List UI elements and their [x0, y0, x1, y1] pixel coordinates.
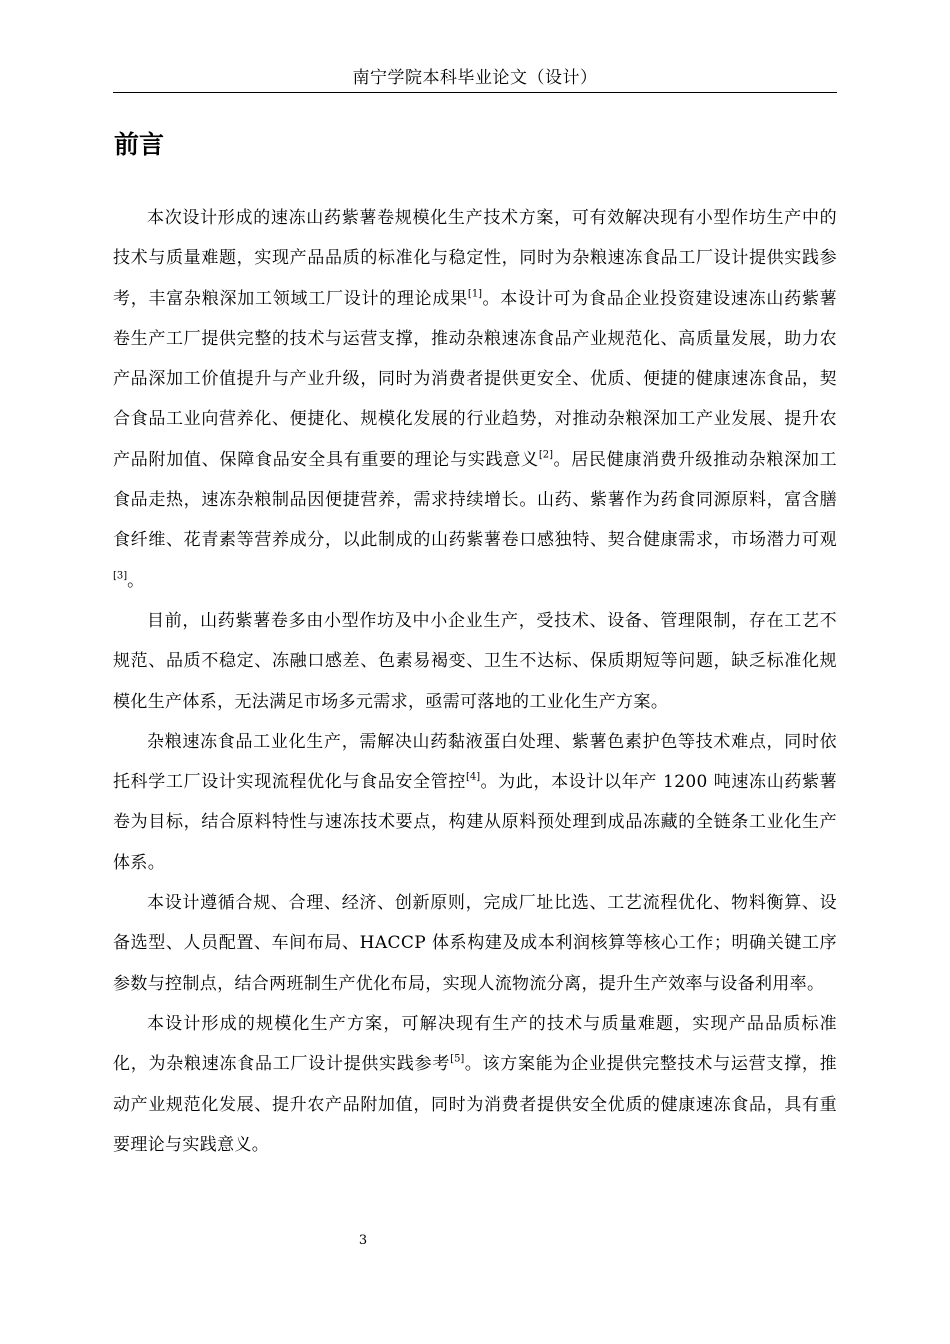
paragraph-text: 。本设计可为食品企业投资建设速冻山药紫薯卷生产工厂提供完整的技术与运营支撑，推动杂粮速冻食品产业规范化、高质量发展，助力农产品深加工价值提升与产业升级，同时为消费者提供更安全、优质、便捷的健康速冻食品，契合食品工业向营养化、便捷化、规模化发展的行业趋势，对推动杂粮深加工产业发展、提升农产品附加值、保障食品安全具有重要的理论与实践意义 [113, 288, 838, 470]
paragraph-text: 。居民健康消费升级推动杂粮深加工食品走热，速冻杂粮制品因便捷营养，需求持续增长。山药、紫薯作为药食同源原料，富含膳食纤维、花青素等营养成分，以此制成的山药紫薯卷口感独特、契合健康需求，市场潜力可观 [113, 449, 837, 551]
body-text [113, 198, 837, 1165]
citation-marker: [1] [467, 288, 483, 300]
header-rule [113, 92, 837, 93]
paragraph-text: 本设计遵循合规、合理、经济、创新原则，完成厂址比选、工艺流程优化、物料衡算、设备选型、人员配置、车间布局、HACCP 体系构建及成本利润核算等核心工作；明确关键工序参数与控制点，结合两班制生产优化布局，实现人流物流分离，提升生产效率与设备利用率。 [113, 893, 837, 994]
body-paragraph [113, 883, 837, 1004]
paragraph-text: 本设计形成的规模化生产方案，可解决现有生产的技术与质量难题，实现产品品质标准化，为杂粮速冻食品工厂设计提供实践参考 [113, 1013, 837, 1075]
paragraph-text: 目前，山药紫薯卷多由小型作坊及中小企业生产，受技术、设备、管理限制，存在工艺不规范、品质不稳定、冻融口感差、色素易褐变、卫生不达标、保质期短等问题，缺乏标准化规模化生产体系，无法满足市场多元需求，亟需可落地的工业化生产方案。 [113, 610, 837, 712]
page-number: 3 [358, 1233, 368, 1248]
body-paragraph [113, 601, 837, 722]
paragraph-text: 。 [127, 570, 145, 591]
citation-marker: [2] [538, 449, 554, 461]
paragraph-text: 杂粮速冻食品工业化生产，需解决山药黏液蛋白处理、紫薯色素护色等技术难点，同时依托科学工厂设计实现流程优化与食品安全管控 [113, 731, 837, 793]
citation-marker: [5] [450, 1053, 465, 1065]
running-header: 南宁学院本科毕业论文（设计） [352, 68, 598, 88]
paragraph-text: 。该方案能为企业提供完整技术与运营支撑，推动产业规范化发展、提升农产品附加值，同时为消费者提供安全优质的健康速冻食品，具有重要理论与实践意义。 [113, 1054, 837, 1155]
citation-marker: [3] [113, 570, 128, 582]
paragraph-text: 本次设计形成的速冻山药紫薯卷规模化生产技术方案，可有效解决现有小型作坊生产中的技术与质量难题，实现产品品质的标准化与稳定性，同时为杂粮速冻食品工厂设计提供实践参考，丰富杂粮深加工领域工厂设计的理论成果 [113, 208, 837, 309]
body-paragraph [113, 198, 837, 601]
section-heading: 前言 [114, 130, 165, 159]
citation-marker: [4] [466, 771, 481, 783]
body-paragraph [113, 1004, 837, 1165]
body-paragraph [113, 722, 837, 883]
paragraph-text: 。为此，本设计以年产 1200 吨速冻山药紫薯卷为目标，结合原料特性与速冻技术要点，构建从原料预处理到成品冻藏的全链条工业化生产体系。 [113, 772, 838, 873]
